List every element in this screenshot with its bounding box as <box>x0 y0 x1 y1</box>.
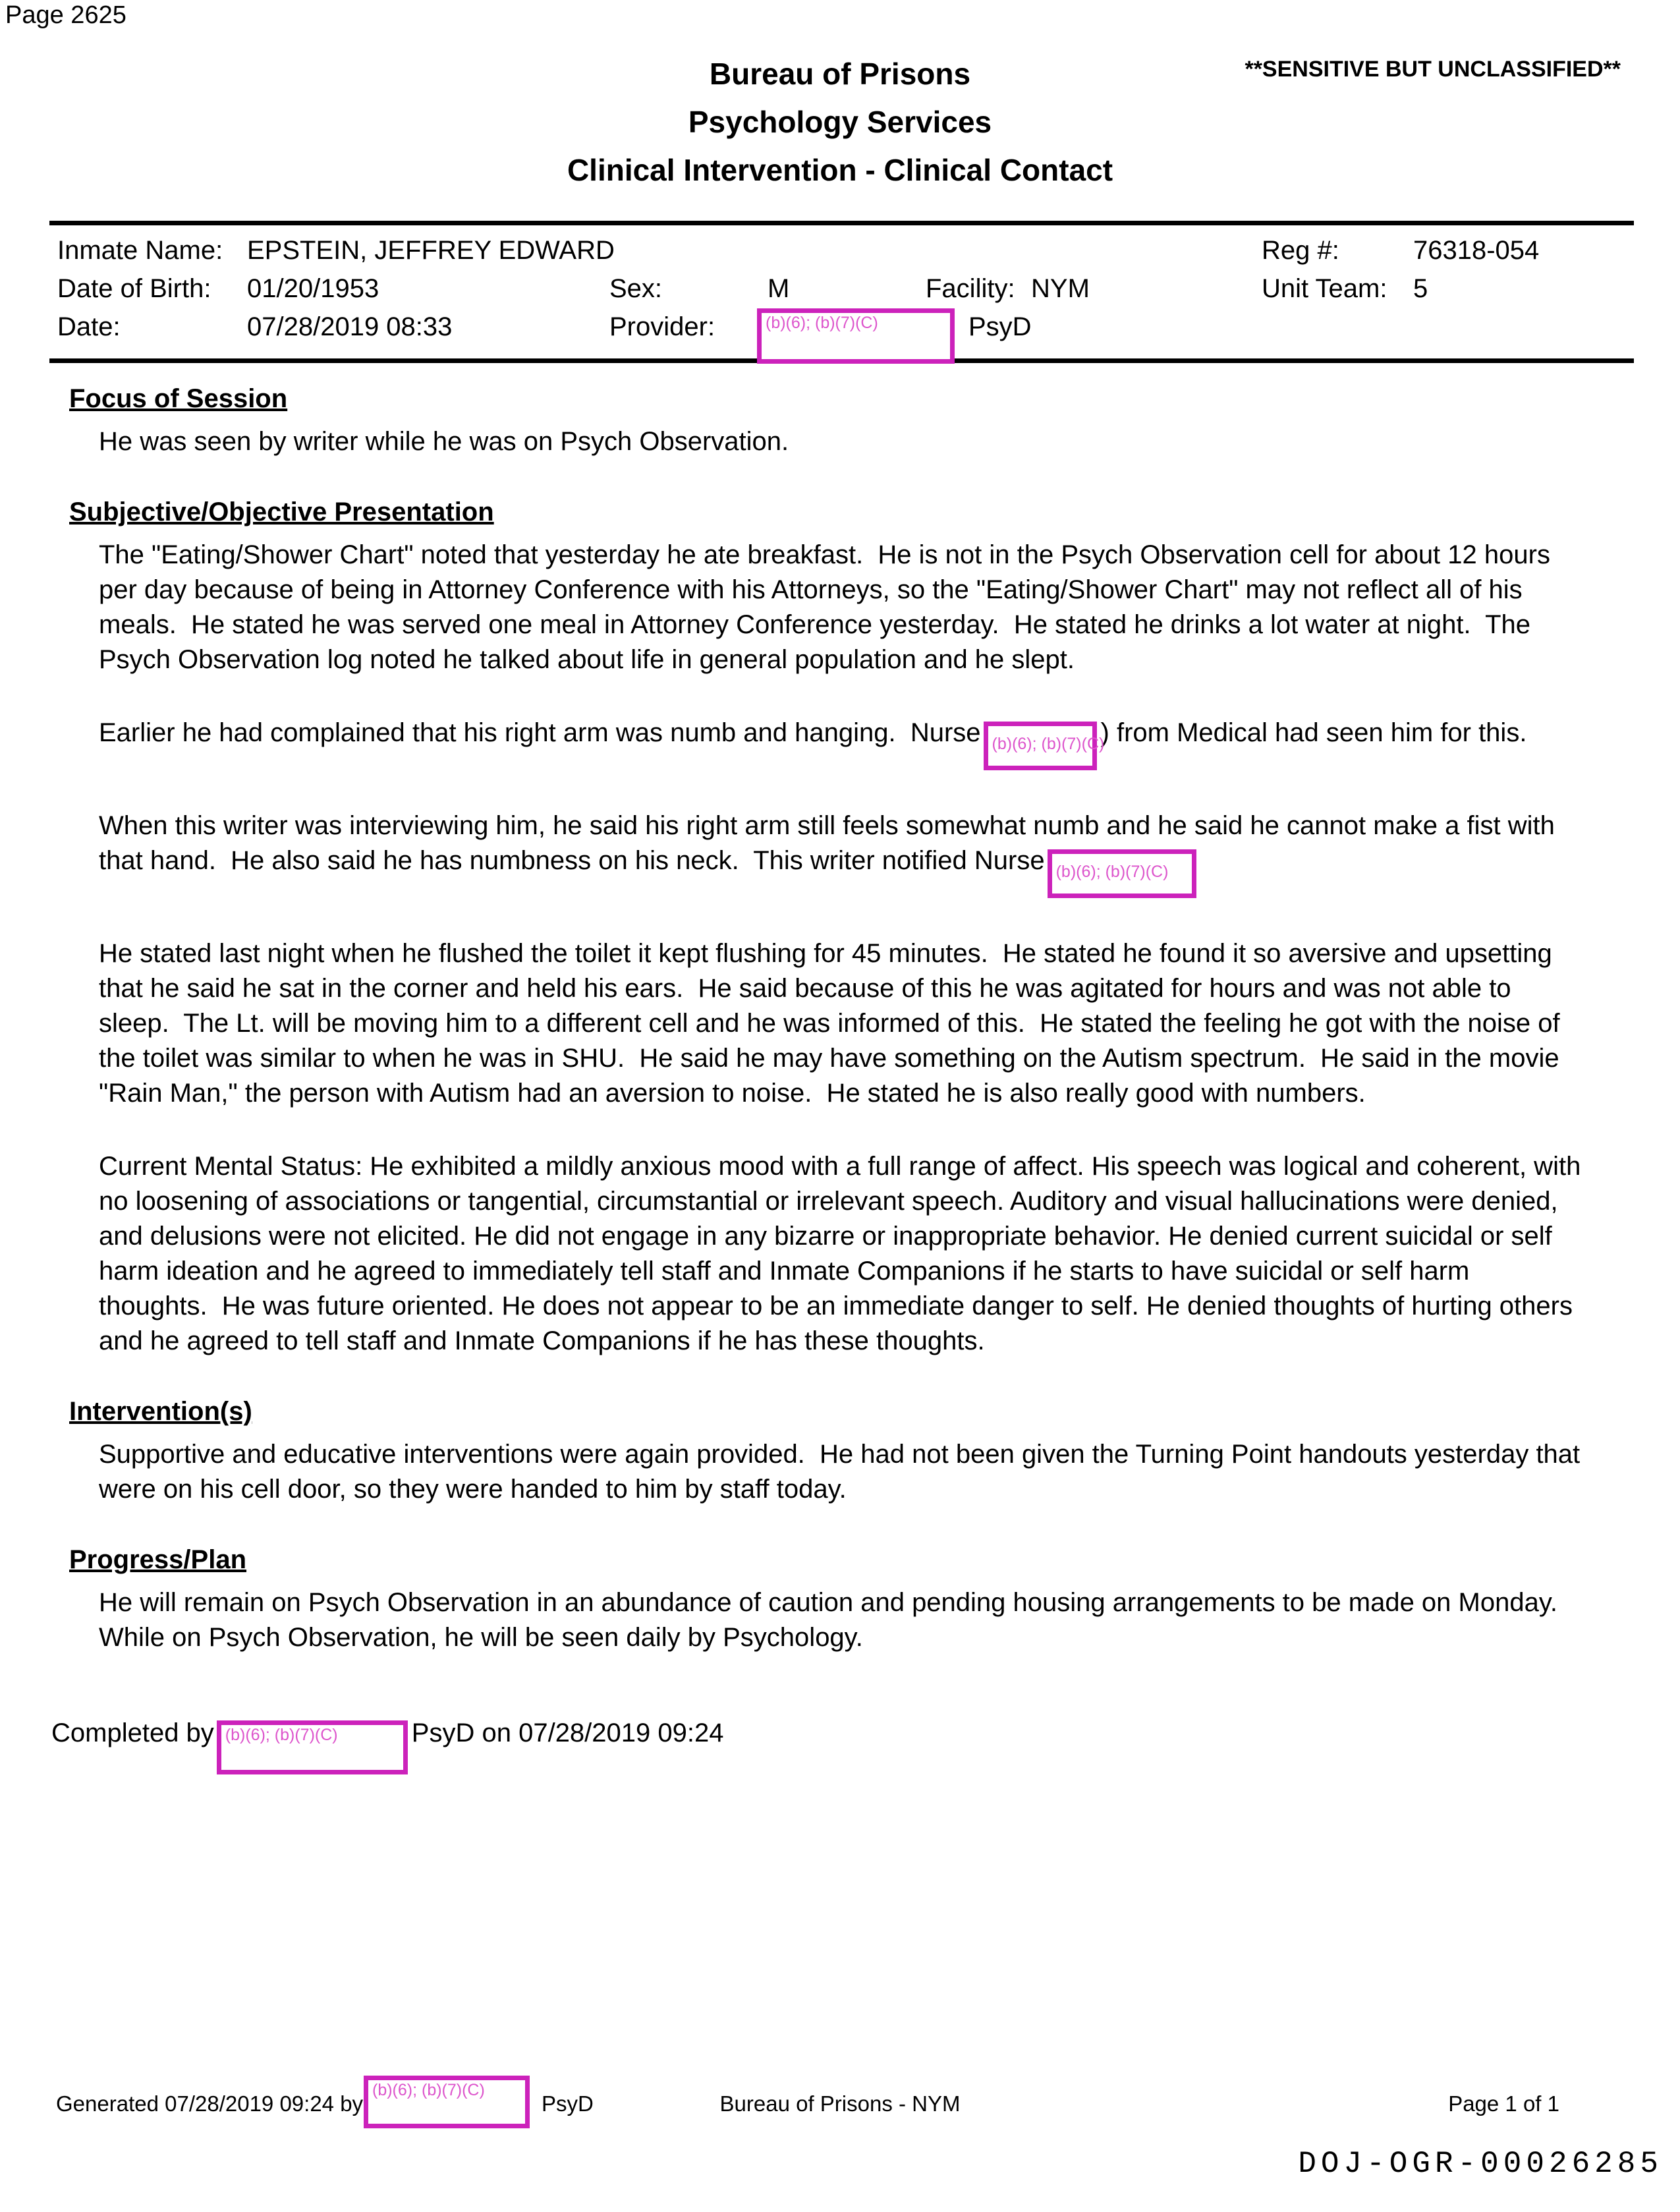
info-row-3 <box>49 312 1634 351</box>
sex-value: M <box>768 274 790 303</box>
document-title <box>0 0 1680 194</box>
sex-label: Sex: <box>609 274 663 303</box>
redaction-label: (b)(6); (b)(7)(C) <box>225 1726 338 1744</box>
unit-team-label: Unit Team: <box>1262 274 1387 303</box>
completed-line <box>51 1718 1581 1774</box>
section-heading: Focus of Session <box>69 384 288 413</box>
facility-label: Facility: <box>926 274 1015 303</box>
reg-value: 76318-054 <box>1413 236 1540 265</box>
generated-suffix: PsyD <box>542 2091 594 2116</box>
completed-suffix: PsyD on 07/28/2019 09:24 <box>411 1718 724 1747</box>
dob-label: Date of Birth: <box>57 274 211 303</box>
page-label: Page 2625 <box>5 1 126 29</box>
redaction-box <box>757 308 955 364</box>
redaction-box <box>364 2076 530 2128</box>
title-line-1: Bureau of Prisons <box>709 57 971 91</box>
info-row-2 <box>49 274 1634 312</box>
paragraph: He was seen by writer while he was on Psych Observation. <box>99 427 789 456</box>
inmate-name-value: EPSTEIN, JEFFREY EDWARD <box>247 236 615 265</box>
paragraph: When this writer was interviewing him, he said his right arm still feels somewhat numb and he said he cannot make a fist with that hand. He also said he has numbness on his neck. This writer notified Nurse (b)(6); (b)(7)(C) <box>99 808 1581 898</box>
redaction-label: (b)(6); (b)(7)(C) <box>766 314 878 332</box>
completed-prefix: Completed by <box>51 1718 214 1747</box>
paragraph: He will remain on Psych Observation in an abundance of caution and pending housing arrangements to be made on Monday. While on Psych Observation, he will be seen daily by Psychology. <box>99 1588 1565 1652</box>
date-label: Date: <box>57 312 121 341</box>
date-value: 07/28/2019 08:33 <box>247 312 453 341</box>
dob-value: 01/20/1953 <box>247 274 379 303</box>
paragraph: The "Eating/Shower Chart" noted that yesterday he ate breakfast. He is not in the Psych Observation cell for about 12 hours per day because of being in Attorney Conference with his Attorneys, so the "Eating/Shower Chart" may not reflect all of his meals. He stated he was served one meal in Attorney Conference yesterday. He stated he drinks a lot water at night. The Psych Observation log noted he talked about life in general population and he slept. <box>99 540 1558 674</box>
paragraph: Supportive and educative interventions were again provided. He had not been given the Turning Point handouts yesterday that were on his cell door, so they were handed to him by staff today. <box>99 1440 1588 1504</box>
footer-page-number: Page 1 of 1 <box>1448 2091 1559 2116</box>
title-line-3: Clinical Intervention - Clinical Contact <box>567 153 1113 187</box>
bates-number: DOJ-OGR-00026285 <box>1298 2147 1663 2181</box>
redaction-box <box>984 722 1105 770</box>
title-line-2: Psychology Services <box>688 105 992 139</box>
page-footer <box>0 2082 1680 2141</box>
redaction-label: (b)(6); (b)(7)(C) <box>992 735 1105 753</box>
inmate-info-table <box>49 221 1634 363</box>
section-heading: Subjective/Objective Presentation <box>69 497 494 526</box>
reg-label: Reg #: <box>1262 236 1339 265</box>
footer-facility: Bureau of Prisons - NYM <box>719 2091 961 2116</box>
section-heading: Progress/Plan <box>69 1545 247 1574</box>
paragraph: Earlier he had complained that his right arm was numb and hanging. Nurse (b)(6); (b)(7)(C) ) from Medical had seen him for this. <box>99 716 1581 770</box>
unit-team-value: 5 <box>1413 274 1428 303</box>
redaction-label: (b)(6); (b)(7)(C) <box>372 2081 485 2099</box>
redaction-label: (b)(6); (b)(7)(C) <box>1055 863 1169 881</box>
paragraph: Current Mental Status: He exhibited a mildly anxious mood with a full range of affect. His speech was logical and coherent, with no loosening of associations or tangential, circumstantial or irrelevant speech. Auditory and visual hallucinations were denied, and delusions were not elicited. He did not engage in any bizarre or inappropriate behavior. He denied current suicidal or self harm ideation and he agreed to immediately tell staff and Inmate Companions if he starts to have suicidal or self harm thoughts. He was future oriented. He does not appear to be an immediate danger to self. He denied thoughts of hurting others and he agreed to tell staff and Inmate Companions if he has these thoughts. <box>99 1152 1588 1355</box>
sections-container <box>0 384 1680 1655</box>
provider-credential: PsyD <box>968 312 1032 341</box>
facility-value: NYM <box>1031 274 1090 303</box>
generated-prefix: Generated 07/28/2019 09:24 by <box>56 2091 364 2116</box>
redaction-box <box>217 1720 408 1774</box>
paragraph: He stated last night when he flushed the toilet it kept flushing for 45 minutes. He stated he found it so aversive and upsetting that he said he sat in the corner and held his ears. He said because of this he was agitated for hours and was not able to sleep. The Lt. will be moving him to a different cell and he was informed of this. He stated the feeling he got with the noise of the toilet was similar to when he was in SHU. He said he may have something on the Autism spectrum. He said in the movie "Rain Man," the person with Autism had an aversion to noise. He stated he is also really good with numbers. <box>99 939 1567 1108</box>
redaction-box <box>1048 849 1196 898</box>
classification-banner: **SENSITIVE BUT UNCLASSIFIED** <box>1245 57 1621 82</box>
inmate-name-label: Inmate Name: <box>57 236 223 265</box>
info-row-1 <box>49 236 1634 274</box>
provider-label: Provider: <box>609 312 715 341</box>
section-heading: Intervention(s) <box>69 1397 252 1426</box>
